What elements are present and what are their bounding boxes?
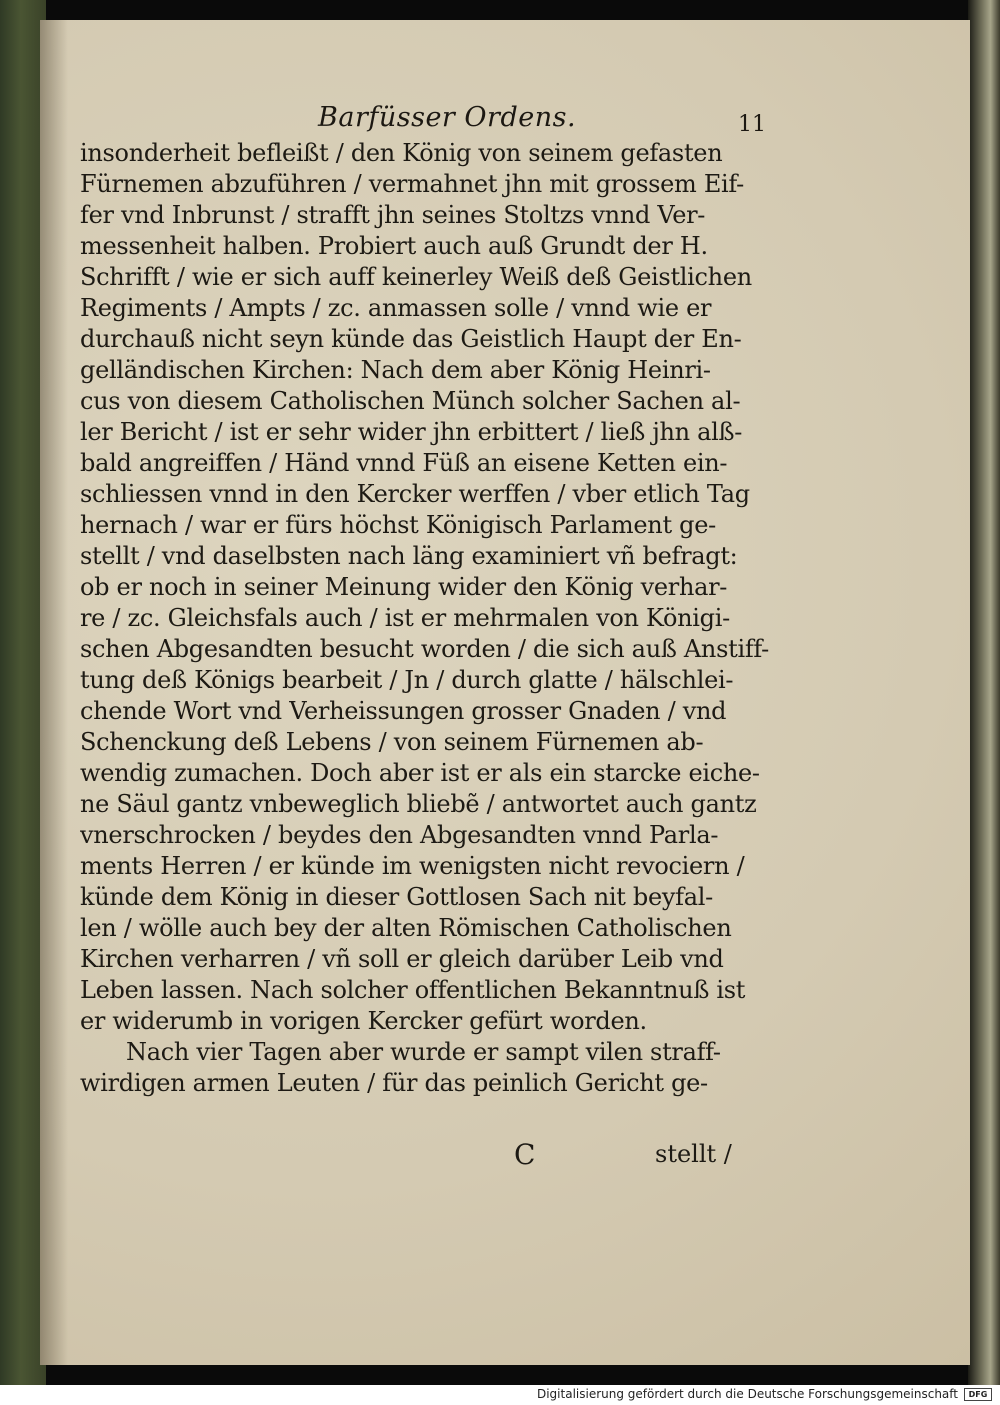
text-line: ments Herren / er künde im wenigsten nicht revociern / (80, 852, 745, 880)
text-line: wirdigen armen Leuten / für das peinlich Gericht ge- (80, 1069, 708, 1097)
text-line: tung deß Königs bearbeit / Jn / durch glatte / hälschlei- (80, 666, 734, 694)
text-line: ob er noch in seiner Meinung wider den König verhar- (80, 573, 728, 601)
text-line: schliessen vnnd in den Kercker werffen / vber etlich Tag (80, 480, 750, 508)
footer-credit: Digitalisierung gefördert durch die Deutsche Forschungsgemeinschaft (536, 1387, 958, 1401)
text-line: ne Säul gantz vnbeweglich bliebẽ / antwortet auch gantz (80, 790, 757, 818)
catchword: stellt / (655, 1140, 732, 1168)
text-line: gelländischen Kirchen: Nach dem aber König Heinri- (80, 356, 711, 384)
dfg-logo: DFG (964, 1388, 992, 1401)
body-text (80, 138, 770, 1099)
text-line: hernach / war er fürs höchst Königisch Parlament ge- (80, 511, 716, 539)
footer-bar (0, 1385, 1000, 1405)
text-line: cus von diesem Catholischen Münch solcher Sachen al- (80, 387, 741, 415)
text-line: re / zc. Gleichsfals auch / ist er mehrmalen von Königi- (80, 604, 730, 632)
text-line: er widerumb in vorigen Kercker gefürt worden. (80, 1007, 647, 1035)
text-line: künde dem König in dieser Gottlosen Sach nit beyfal- (80, 883, 713, 911)
text-line: insonderheit befleißt / den König von seinem gefasten (80, 139, 723, 167)
running-head: Barfüsser Ordens. (318, 102, 577, 133)
text-line: Schenckung deß Lebens / von seinem Fürnemen ab- (80, 728, 704, 756)
gutter-shadow (40, 20, 68, 1365)
text-line: fer vnd Inbrunst / strafft jhn seines Stoltzs vnnd Ver- (80, 201, 706, 229)
text-line: Schrifft / wie er sich auff keinerley Weiß deß Geistlichen (80, 263, 752, 291)
text-line: Leben lassen. Nach solcher offentlichen Bekanntnuß ist (80, 976, 746, 1004)
text-line: messenheit halben. Probiert auch auß Grundt der H. (80, 232, 708, 260)
text-line: len / wölle auch bey der alten Römischen Catholischen (80, 914, 732, 942)
page-number: 11 (738, 112, 766, 137)
text-line: ler Bericht / ist er sehr wider jhn erbittert / ließ jhn alß- (80, 418, 743, 446)
text-line: Fürnemen abzuführen / vermahnet jhn mit grossem Eif- (80, 170, 744, 198)
text-line: schen Abgesandten besucht worden / die sich auß Anstiff- (80, 635, 769, 663)
text-line: chende Wort vnd Verheissungen grosser Gnaden / vnd (80, 697, 727, 725)
text-line: Nach vier Tagen aber wurde er sampt vilen straff- (126, 1038, 721, 1066)
text-line: vnerschrocken / beydes den Abgesandten vnnd Parla- (80, 821, 719, 849)
text-line: stellt / vnd daselbsten nach läng examiniert vñ befragt: (80, 542, 738, 570)
text-line: durchauß nicht seyn künde das Geistlich Haupt der En- (80, 325, 742, 353)
signature-mark: C (514, 1138, 536, 1171)
book-edge-right (968, 0, 1000, 1385)
text-line: Kirchen verharren / vñ soll er gleich darüber Leib vnd (80, 945, 724, 973)
text-line: bald angreiffen / Händ vnnd Füß an eisene Ketten ein- (80, 449, 728, 477)
text-line: wendig zumachen. Doch aber ist er als ein starcke eiche- (80, 759, 760, 787)
text-line: Regiments / Ampts / zc. anmassen solle / vnnd wie er (80, 294, 712, 322)
